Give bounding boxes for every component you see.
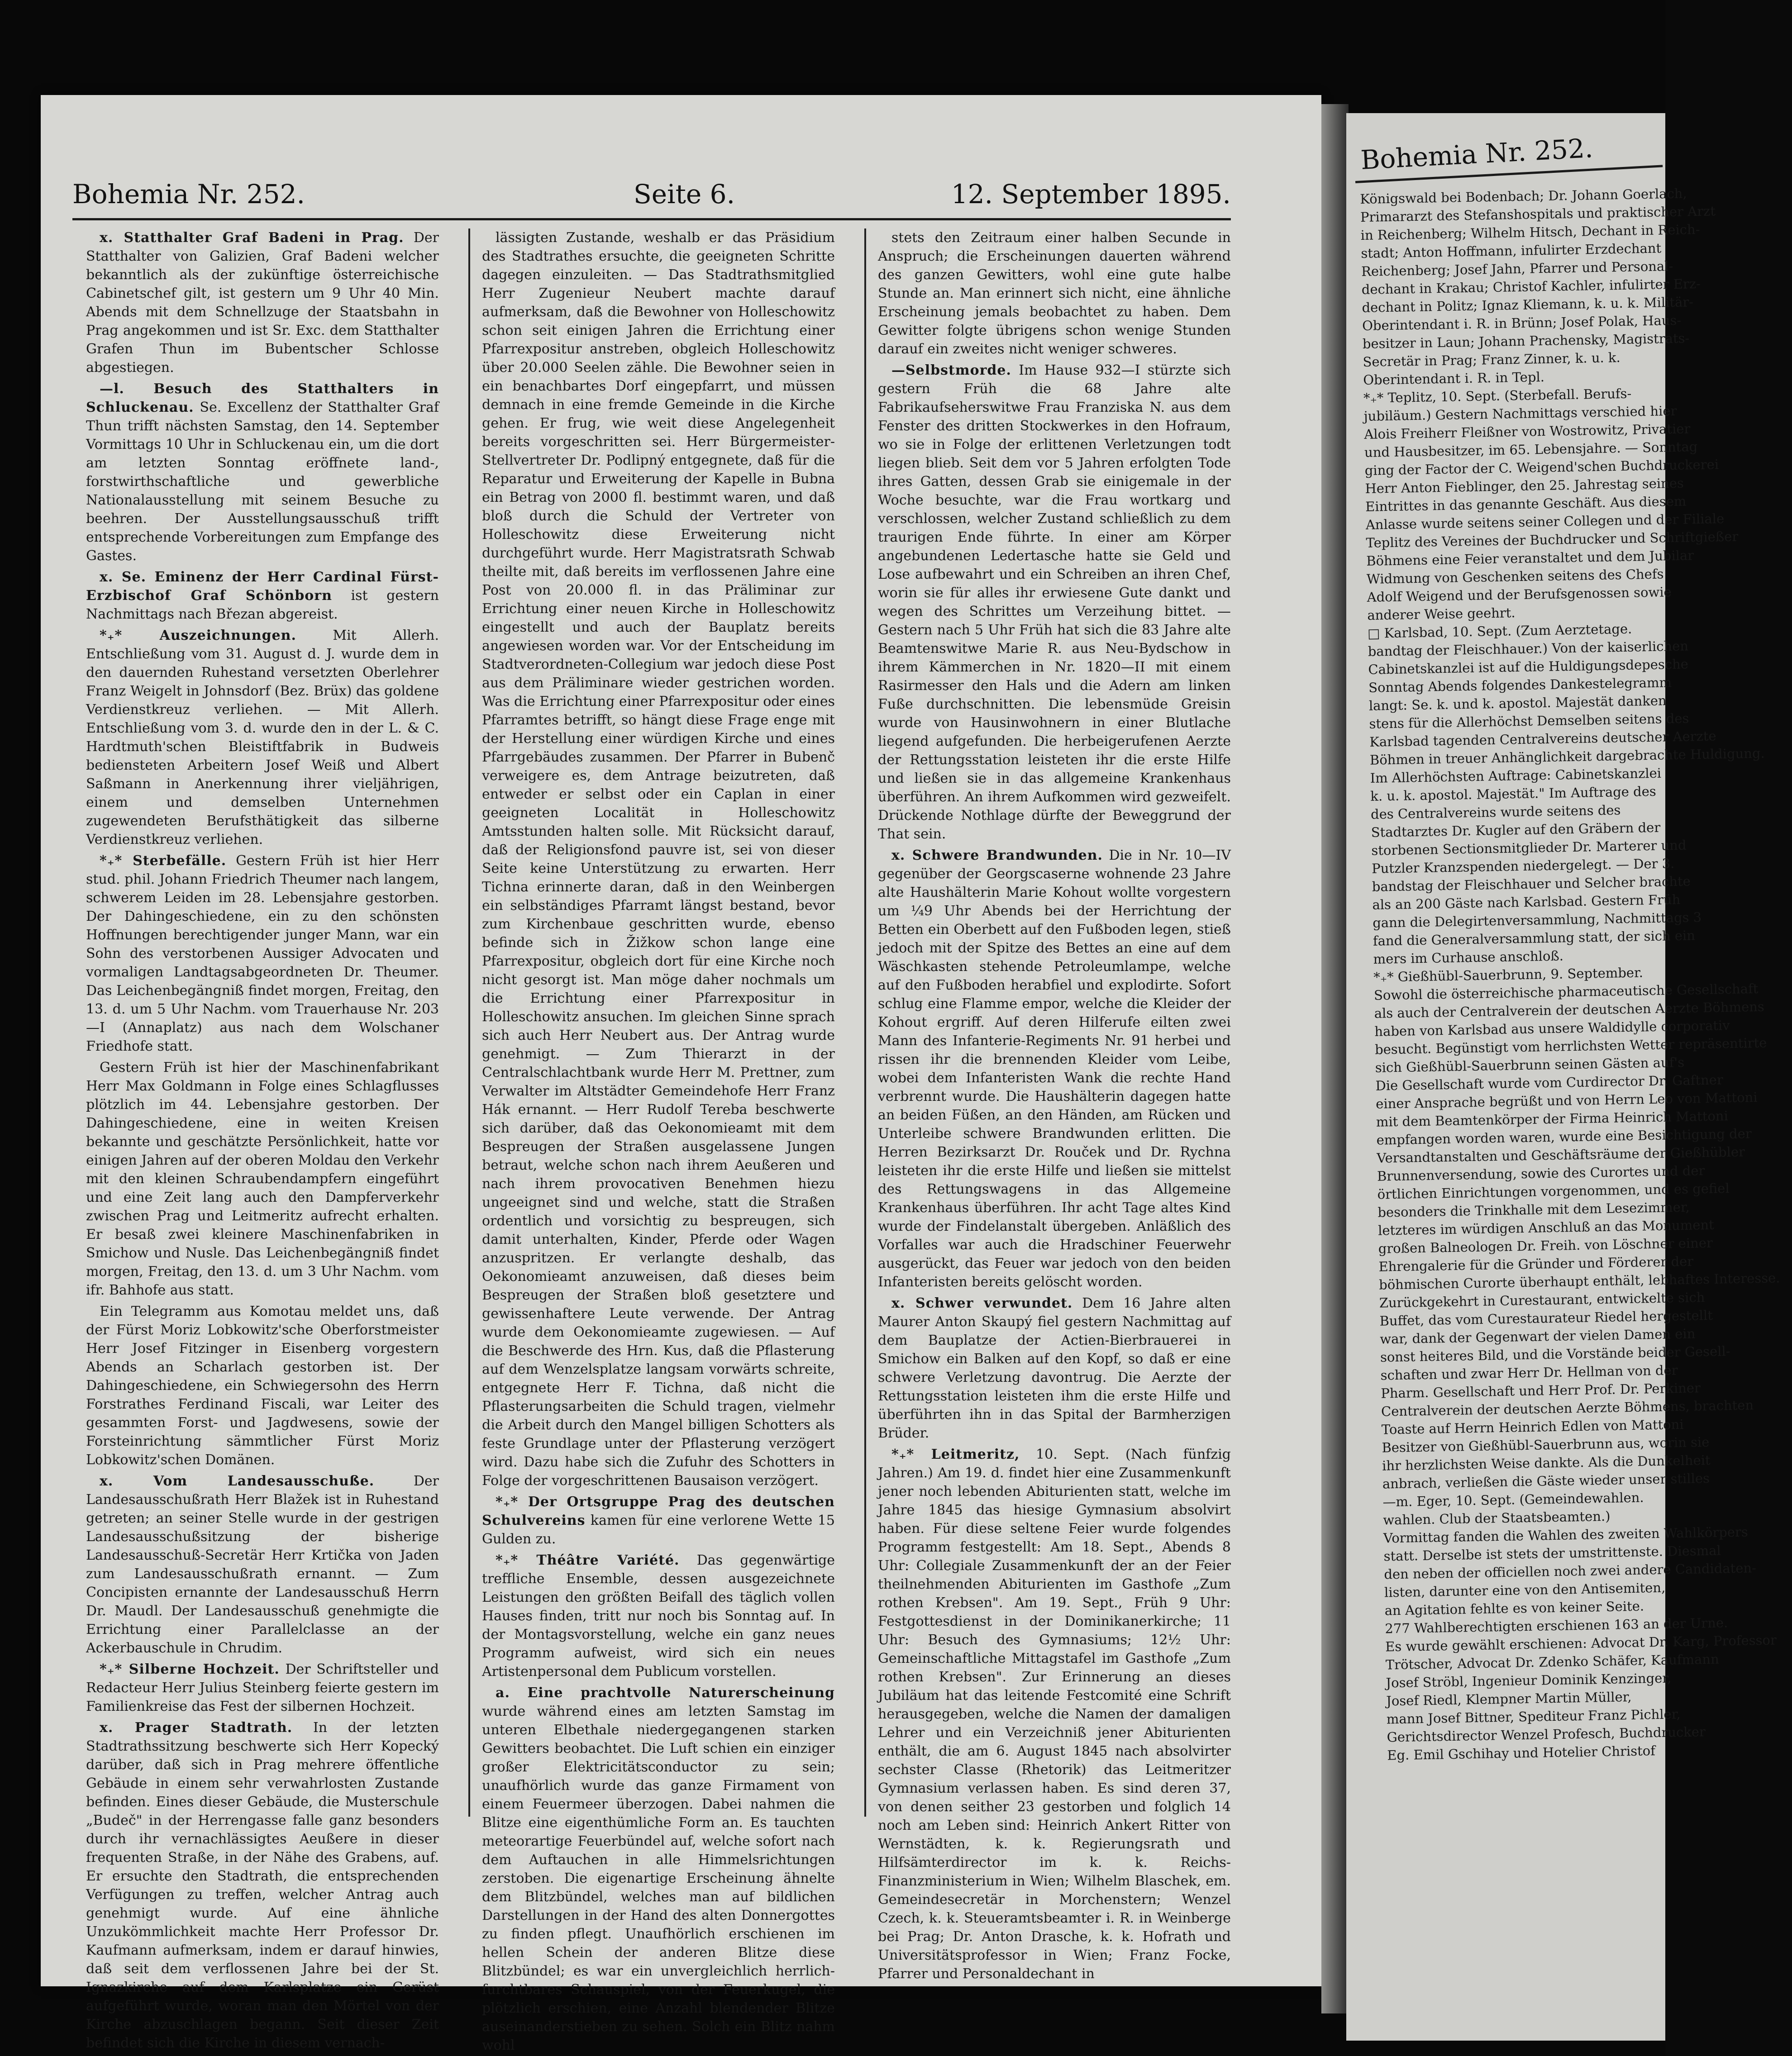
right-page-line: Karlsbad tagenden Centralvereins deutscher Aerzte <box>1369 728 1716 750</box>
article-headline: *₊* Sterbefälle. <box>100 853 227 869</box>
right-page-line: ihr herzlichsten Weise dankte. Als die Dunkelheit <box>1382 1452 1711 1474</box>
right-page-line: fand die Generalversammlung statt, der sich ein <box>1373 928 1696 949</box>
right-page-line: Putzler Kranzspenden niedergelegt. — Der 3. <box>1371 856 1675 876</box>
article-headline: *₊* Silberne Hochzeit. <box>100 1661 280 1677</box>
right-page-line: Versandtanstalten und Geschäftsräume der Gießhübler <box>1377 1144 1745 1166</box>
article-text: kamen für eine verlorene Wette 15 Gulden zu. <box>482 1513 835 1547</box>
right-page-line: letzteres im würdigen Anschluß an das Monument <box>1377 1217 1715 1238</box>
right-page-line: Sonntag Abends folgendes Dankestelegramm <box>1368 675 1672 695</box>
article-paragraph <box>482 228 835 1490</box>
article-text: Der Landesausschußrath Herr Blažek ist in Ruhestand getreten; an seiner Stelle wurde in der gestrigen Landesausschußsitzung der bisherige Landesausschuß-Secretär Herr Krtička von Jaden zum Landesausschußrath ernannt. — Zum Concipisten ernannte der Landesausschuß Herrn Dr. Maudl. Der Landesausschuß genehmigte die Errichtung einer Parallelclasse an der Ackerbauschule in Chrudim. <box>86 1473 439 1656</box>
right-page-line: langt: Se. k. und k. apostol. Majestät danken <box>1368 693 1667 714</box>
article-paragraph <box>878 846 1231 1291</box>
article-headline: x. Se. Eminenz der Herr Cardinal Fürst-Erzbischof Graf Schönborn <box>86 569 439 604</box>
right-page-line: statt. Derselbe ist stets der umstrittenste. Diesmal <box>1383 1542 1721 1564</box>
column-divider <box>864 228 866 1817</box>
right-page-line: Reichenberg; Josef Jahn, Pfarrer und Personal- <box>1361 258 1673 279</box>
article-paragraph <box>482 1493 835 1548</box>
right-page-line: einer Ansprache begrüßt und von Herrn Leo von Mattoni <box>1375 1089 1758 1112</box>
right-page-line: bandstag der Fleischhauer und Selcher brachte <box>1372 873 1691 895</box>
right-page-line: Centralverein der deutschen Aerzte Böhmens, brachten <box>1381 1397 1754 1419</box>
right-page-line: Josef Ströbl, Ingenieur Dominik Kenzinger, <box>1386 1670 1672 1691</box>
right-page-line: Gerichtsdirector Wenzel Profesch, Buchdrucker <box>1387 1724 1706 1745</box>
article-headline: —Selbstmorde. <box>891 362 1011 378</box>
issue-date: 12. September 1895. <box>951 179 1231 209</box>
right-page-line: haben von Karlsbad aus unsere Waldidylle corporativ <box>1374 1018 1730 1039</box>
article-paragraph <box>86 380 439 565</box>
right-page-line: Stadtarztes Dr. Kugler auf den Gräbern der <box>1371 819 1661 840</box>
right-page-line: besucht. Begünstigt vom herrlichsten Wetter repräsentirte <box>1374 1035 1767 1057</box>
article-headline: *₊* Auszeichnungen. <box>100 628 296 643</box>
right-page-line: Oberintendant i. R. in Brünn; Josef Polak, Haus- <box>1362 312 1682 333</box>
article-text: 10. Sept. (Nach fünfzig Jahren.) Am 19. d. findet hier eine Zusammenkunft jener noch lebenden Abiturienten statt, welche im Jahre 1845 das hiesige Gymnasium absolvirt haben. Für diese seltene Feier wurde folgendes Programm festgestellt: Am 18. Sept., Abends 8 Uhr: Collegiale Zusammenkunft der an der Feier theilnehmenden Abiturienten im Gasthofe „Zum rothen Krebsen". Am 19. Sept., Früh 9 Uhr: Festgottesdienst in der Dominikanerkirche; 11 Uhr: Besuch des Gymnasiums; 12½ Uhr: Gemeinschaftliche Mittagstafel im Gasthofe „Zum rothen Krebsen". Zur Erinnerung an dieses Jubiläum hat das leitende Festcomité eine Schrift herausgegeben, welche die Namen der damaligen Lehrer und ein Verzeichniß jener Abiturienten enthält, die am 6. August 1845 nach absolvirter sechster Classe (Rhetorik) das Leitmeritzer Gymnasium verlassen haben. Es sind deren 37, von denen seither 23 gestorben und folglich 14 noch am Leben sind: Heinrich Ankert Ritter von Wernstädten, k. k. Regierungsrath und Hilfsämterdirector im k. k. Reichs-Finanzministerium in Wien; Wilhelm Blaschek, em. Gemeindesecretär in Morchenstern; Wenzel Czech, k. k. Steueramtsbeamter i. R. in Weinberge bei Prag; Dr. Anton Drasche, k. k. Hofrath und Universitätsprofessor in Wien; Franz Focke, Pfarrer und Personaldechant in <box>878 1447 1231 1982</box>
right-page-line: —m. Eger, 10. Sept. (Gemeindewahlen. <box>1382 1490 1644 1510</box>
article-paragraph <box>878 228 1231 358</box>
right-page-line: stadt; Anton Hoffmann, infulirter Erzdechant <box>1361 240 1662 261</box>
right-page-line: Die Gesellschaft wurde vom Curdirector Dr. Gaftner <box>1375 1072 1724 1094</box>
right-page-line: empfangen worden waren, wurde eine Besichtigung der <box>1376 1126 1752 1148</box>
right-page-line: war, dank der Gegenwart der vielen Damen ein <box>1380 1326 1696 1347</box>
article-headline: x. Schwere Brandwunden. <box>891 847 1103 863</box>
page-gutter <box>1321 104 1349 2013</box>
right-page-line: Herr Anton Fieblinger, den 25. Jahrestag seines <box>1365 475 1684 496</box>
right-page-line: und Hausbesitzer, im 65. Lebensjahre. — Sonntag <box>1364 439 1698 460</box>
right-page-line: 277 Wahlberechtigten erschienen 163 an der Urne. <box>1385 1615 1728 1637</box>
right-page-line: örtlichen Einrichtungen vorgenommen, und es gefiel <box>1377 1180 1730 1202</box>
article-text: Mit Allerh. Entschließung vom 31. August d. J. wurde dem in den dauernden Ruhestand versetzten Oberlehrer Franz Weigelt in Johnsdorf (Bez. Brüx) das goldene Verdienstkreuz verliehen. — Mit Allerh. Entschließung vom 3. d. wurde den in der L. & C. Hardtmuth'schen Bleistiftfabrik in Budweis bediensteten Arbeitern Josef Weiß und Albert Saßmann in Anerkennung ihrer vieljährigen, einem und demselben Unternehmen zugewendeten Berufsthätigkeit das silberne Verdienstkreuz verliehen. <box>86 628 439 847</box>
article-text: Im Hause 932—I stürzte sich gestern Früh die 68 Jahre alte Fabrikaufseherswitwe Frau Franziska N. aus dem Fenster des dritten Stockwerkes in den Hofraum, wo sie in Folge der erlittenen Verletzungen todt liegen blieb. Seit dem vor 5 Jahren erfolgten Tode ihres Gatten, dessen Grab sie einigemale in der Woche besuchte, war die Frau wortkarg und verschlossen, welcher Zustand schließlich zu dem traurigen Ende führte. In einer am Körper angebundenen Ledertasche hatte sie Geld und Lose aufbewahrt und ein Schreiben an ihren Chef, worin sie für alles ihr erwiesene Gute dankt und wegen des Schrittes um Verzeihung bittet. — Gestern nach 5 Uhr Früh hat sich die 83 Jahre alte Beamtenswitwe Marie R. aus Neu-Bydschow in ihrem Kämmerchen in Nr. 1820—II mit einem Rasirmesser den Hals und die Adern am linken Fuße durchschnitten. Die lebensmüde Greisin wurde von Hausinwohnern in einer Blutlache liegend aufgefunden. Die herbeigerufenen Aerzte der Rettungsstation leisteten ihr die erste Hilfe und ließen sie in das allgemeine Krankenhaus überführen. An ihrem Aufkommen wird gezweifelt. Drückende Nothlage dürfte der Beweggrund der That sein. <box>878 362 1231 842</box>
column-1 <box>86 228 439 2051</box>
right-page-line: Oberintendant i. R. in Tepl. <box>1363 369 1545 388</box>
right-page-line: mann Josef Bittner, Spediteur Franz Pichler, <box>1386 1706 1681 1727</box>
article-text: Ein Telegramm aus Komotau meldet uns, daß der Fürst Moriz Lobkowitz'sche Oberforstmeister Herr Josef Fitzinger in Eisenberg vorgestern Abends an Scharlach gestorben ist. Der Dahingeschiedene, ein Schwiegersohn des Herrn Forstrathes Ferdinand Fiscali, war Leiter des gesammten Forst- und Jagdwesens, sowie der Forsteinrichtung sämmtlicher Fürst Moriz Lobkowitz'schen Domänen. <box>86 1304 439 1468</box>
right-page-line: sich Gießhübl-Sauerbrunn seinen Gästen auf's <box>1375 1054 1685 1076</box>
article-paragraph <box>86 1302 439 1469</box>
right-page-line: Josef Riedl, Klempner Martin Müller, <box>1386 1689 1632 1709</box>
right-masthead: Bohemia Nr. 252. <box>1360 133 1594 176</box>
article-headline: *₊* Théâtre Variété. <box>496 1552 680 1568</box>
right-page-line: Zurückgekehrt in Curestaurant, entwickelte sich <box>1379 1290 1705 1311</box>
right-page-line: mit dem Beamtenkörper der Firma Heinrich Mattoni <box>1376 1108 1729 1130</box>
article-text: lässigten Zustande, weshalb er das Präsidium des Stadtrathes ersuchte, die geeigneten Schritte dagegen einzuleiten. — Das Stadtrathsmitglied Herr Zugenieur Neubert machte darauf aufmerksam, daß die Bewohner von Holleschowitz schon seit einigen Jahren die Errichtung einer Pfarrexpositur anstreben, obgleich Holleschowitz über 20.000 Seelen zähle. Die Bewohner seien in ein benachbartes Dorf eingepfarrt, und müssen demnach in eine fremde Gemeinde in die Kirche gehen. Er frug, wie weit diese Angelegenheit bereits vorgeschritten sei. Herr Bürgermeister-Stellvertreter Dr. Podlipný entgegnete, daß für die Reparatur und Erweiterung der Kapelle in Bubna ein Betrag von 2000 fl. bestimmt waren, und daß bloß durch die Schuld der Vertreter von Holleschowitz diese Erweiterung nicht durchgeführt wurde. Herr Magistratsrath Schwab theilte mit, daß bereits im verflossenen Jahre eine Post von 20.000 fl. in das Präliminar zur Errichtung einer neuen Kirche in Holleschowitz eingestellt und auch der Bauplatz bereits angewiesen worden war. Vor der Entscheidung im Stadtverordneten-Collegium war jedoch diese Post aus dem Präliminare wieder gestrichen worden. Was die Errichtung einer Pfarrexpositur oder eines Pfarramtes betrifft, so hängt diese Frage enge mit der Herstellung einer würdigen Kirche und eines Pfarrgebäudes zusammen. Der Pfarrer in Bubenč verweigere es, dem Antrage beizutreten, daß entweder er selbst oder ein Caplan in einer geeigneten Localität in Holleschowitz Amtsstunden halten solle. Mit Rücksicht darauf, daß der Religionsfond pauvre ist, sei von dieser Seite keine Unterstützung zu erwarten. Herr Tichna erinnerte daran, daß in den Weinbergen ein selbständiges Pfarramt längst bestand, bevor zum Kirchenbaue geschritten wurde, ebenso befinde sich in Žižkow schon lange eine Pfarrexpositur, obgleich dort für eine Kirche noch nicht gesorgt ist. Man möge daher nochmals um die Errichtung einer Pfarrexpositur in Holleschowitz ansuchen. Im gleichen Sinne sprach sich auch Herr Neubert aus. Der Antrag wurde genehmigt. — Zum Thierarzt in der Centralschlachtbank wurde Herr M. Prettner, zum Verwalter im Altstädter Gemeindehofe Herr Franz Hák ernannt. — Herr Rudolf Tereba beschwerte sich darüber, daß das Oekonomieamt mit dem Bespreugen der Straßen ausgelassene Jungen betraut, welche schon nach ihrem Aeußeren und nach ihrem provocativen Benehmen hiezu ungeeignet sind und welche, statt die Straßen ordentlich und vorsichtig zu bespreugen, sich damit unterhalten, Kinder, Pferde oder Wagen anzuspritzen. Er verlangte deshalb, das Oekonomieamt anzuweisen, daß dieses beim Bespreugen der Straßen bloß gesetztere und gewissenhaftere Leute verwende. Der Antrag wurde dem Oekonomieamte zugewiesen. — Auf die Beschwerde des Hrn. Kus, daß die Pflasterung auf dem Wenzelsplatze langsam vorwärts schreite, entgegnete Herr F. Tichna, daß nicht die Pflasterungsarbeiten die Schuld tragen, vielmehr die Arbeit durch den Mangel billigen Schotters als feste Grundlage unter der Pflasterung verzögert wird. Dazu habe sich die Zufuhr des Schotters in Folge der vorgeschrittenen Bausaison verzögert. <box>482 230 835 1489</box>
right-page-line: als auch der Centralverein der deutschen Aerzte Böhmens <box>1374 999 1765 1021</box>
right-page-line: anbrach, verließen die Gäste wieder unser stilles <box>1382 1470 1710 1492</box>
article-text: In der letzten Stadtrathssitzung beschwerte sich Herr Kopecký darüber, daß sich in Prag mehrere öffentliche Gebäude in einem sehr verwahrlosten Zustande befinden. Eines dieser Gebäude, die Musterschule „Budeč" in der Herrengasse falle ganz besonders durch ihr vernachlässigtes Aeußere in dieser frequenten Straße, in der Nähe des Grabens, auf. Er ersuchte den Stadtrath, die entsprechenden Verfügungen zu treffen, welcher Antrag auch genehmigt wurde. Auf eine ähnliche Unzukömmlichkeit machte Herr Professor Dr. Kaufmann aufmerksam, indem er darauf hinwies, daß seit dem verflossenen Jahre bei der St. Ignazkirche auf dem Karlsplatze ein Gerüst aufgeführt wurde, woran man den Mörtel von der Kirche abzuschlagen begann. Seit dieser Zeit befindet sich die Kirche in diesem vernach- <box>86 1720 439 2051</box>
right-page-line: Widmung von Geschenken seitens des Chefs <box>1366 566 1664 587</box>
right-page-line: Trötscher, Advocat Dr. Zdenko Schäfer, Kaufmann <box>1385 1651 1720 1673</box>
right-page-line: besonders die Trinkhalle mit dem Lesezimmer, <box>1377 1199 1690 1220</box>
article-text: stets den Zeitraum einer halben Secunde in Anspruch; die Erscheinungen dauerten während des ganzen Gewitters, wohl eine gute halbe Stunde an. Man erinnert sich nicht, eine ähnliche Erscheinung jemals beobachtet zu haben. Dem Gewitter folgte übrigens schon wenige Stunden darauf ein zweites nicht weniger schweres. <box>878 230 1231 357</box>
right-page-line: Brunnenversendung, sowie des Curortes und der <box>1377 1163 1705 1184</box>
page-number: Seite 6. <box>634 179 735 209</box>
right-page-line: Adolf Weigend und der Berufsgenossen sowie <box>1367 584 1672 605</box>
right-page-line: Vormittag fanden die Wahlen des zweiten Wahlkörpers <box>1383 1524 1749 1546</box>
right-page-line: an Agitation fehlte es von keiner Seite. <box>1384 1598 1644 1618</box>
right-page-line: den neben der officiellen noch zwei andere Candidaten- <box>1384 1560 1757 1582</box>
right-page-line: Primararzt des Stefanshospitals und praktischer Arzt <box>1360 203 1716 225</box>
right-page-line: anderer Weise geehrt. <box>1367 605 1516 623</box>
article-headline: x. Prager Stadtrath. <box>100 1720 293 1736</box>
right-page-line: *₊* Gießhübl-Sauerbrunn, 9. September. <box>1373 965 1644 985</box>
article-text: Dem 16 Jahre alten Maurer Anton Skaupý fiel gestern Nachmittag auf dem Bauplatze der Actien-Bierbrauerei in Smichow ein Balken auf den Kopf, so daß er eine schwere Verletzung davontrug. Die Aerzte der Rettungsstation leisteten ihm die erste Hilfe und überführten ihn in das Spital der Barmherzigen Brüder. <box>878 1295 1231 1441</box>
column-3 <box>878 228 1231 1982</box>
article-paragraph <box>878 1445 1231 1983</box>
right-page-line: Ehrengalerie für die Gründer und Förderer der <box>1378 1253 1694 1275</box>
right-page-line: bandtag der Fleischhauer.) Von der kaiserlichen <box>1368 638 1689 659</box>
right-page-line: Königswald bei Bodenbach; Dr. Johann Goerlach, <box>1360 186 1687 207</box>
article-paragraph <box>86 1472 439 1657</box>
right-page-line: Eg. Emil Gschihay und Hotelier Christof <box>1387 1743 1656 1763</box>
right-page-line: Alois Freiherr Fleißner von Wostrowitz, Privatier <box>1364 421 1691 442</box>
article-headline: x. Vom Landesausschuße. <box>100 1473 375 1489</box>
article-paragraph <box>878 1294 1231 1442</box>
article-text: Der Schriftsteller und Redacteur Herr Julius Steinberg feierte gestern im Familienkreise das Fest der silbernen Hochzeit. <box>86 1661 439 1714</box>
right-page-line: Es wurde gewählt erschienen: Advocat Dr. Karg, Professor <box>1385 1632 1777 1655</box>
right-page-line: Anlasse wurde seitens seiner Collegen und der Filiale <box>1365 511 1725 533</box>
article-text: wurde während eines am letzten Samstag im unteren Elbethale niedergegangenen starken Gewitters beobachtet. Die Luft schien ein einziger großer Elektricitätsconductor zu sein; unaufhörlich wurde das ganze Firmament von einem Feuermeer überzogen. Dabei nahmen die Blitze eine eigenthümliche Form an. Es tauchten meteorartige Feuerbündel auf, welche sofort nach dem Auftauchen in alle Himmelsrichtungen zerstoben. Die eigenartige Erscheinung ähnelte dem Blitzbündel, welches man auf bildlichen Darstellungen in der Hand des alten Donnergottes zu finden pflegt. Unaufhörlich erschienen im hellen Schein der anderen Blitze diese Blitzbündel; es war ein unvergleichlich herrlich-furchtbares Schauspiel, von der Feuerkugel, die plötzlich erschien, eine Anzahl blendender Blitze auseinanderstieben zu sehen. Solch ein Blitz nahm wohl <box>482 1704 835 2053</box>
column-divider <box>468 228 470 1817</box>
right-page-line: mers im Curhause anschloß. <box>1373 948 1564 967</box>
article-paragraph <box>482 1551 835 1681</box>
right-page-line: Buffet, das vom Curestaurateur Riedel hergestellt <box>1379 1307 1713 1329</box>
right-page-line: Eintrittes in das genannte Geschäft. Aus diesem <box>1365 493 1687 514</box>
column-2 <box>482 228 835 2053</box>
right-page-line: Cabinetskanzlei ist auf die Huldigungsdepesche <box>1368 656 1689 677</box>
right-page-line: □ Karlsbad, 10. Sept. (Zum Aerztetage. <box>1367 621 1632 641</box>
article-text: Gestern Früh ist hier der Maschinenfabrikant Herr Max Goldmann in Folge eines Schlagflusses plötzlich im 44. Lebensjahre gestorben. Der Dahingeschiedene, eine in weiten Kreisen bekannte und geschätzte Persönlichkeit, hatte vor einigen Jahren auf der oberen Moldau den Verkehr mit den kleinen Schraubendampfern eingeführt und eine Zeit lang auch den Dampferverkehr zwischen Prag und Leitmeritz aufrecht erhalten. Er besaß zwei kleinere Maschinenfabriken in Smichow und Nusle. Das Leichenbegängniß findet morgen, Freitag, den 13. d. um 3 Uhr Nachm. vom ifr. Bahhofe aus statt. <box>86 1060 439 1298</box>
right-page-line: listen, darunter eine von den Antisemiten, <box>1384 1580 1666 1600</box>
right-page-line: jubiläum.) Gestern Nachmittags verschied hier <box>1363 403 1677 424</box>
article-paragraph <box>482 1684 835 2055</box>
right-page-line: in Reichenberg; Wilhelm Hitsch, Dechant in Reich- <box>1360 221 1700 243</box>
right-page-line: Im Allerhöchsten Auftrage: Cabinetskanzlei <box>1370 765 1662 786</box>
article-paragraph <box>878 361 1231 843</box>
right-page-line: dechant in Politz; Ignaz Kliemann, k. u. k. Militär- <box>1362 294 1694 315</box>
right-page-line: schaften und zwar Herr Dr. Hellman von der <box>1380 1362 1678 1383</box>
right-page-line: ging der Factor der C. Weigend'schen Buchdruckerei <box>1364 457 1719 478</box>
right-page-line: Teplitz des Vereines der Buchdrucker und Schriftgießer <box>1366 528 1739 551</box>
right-page-line: Böhmens eine Feier veranstaltet und dem Jubilar <box>1366 547 1694 569</box>
article-text: Die in Nr. 10—IV gegenüber der Georgscaserne wohnende 23 Jahre alte Haushälterin Marie Kohout wollte vorgestern um ¼9 Uhr Abends bei der Herrichtung der Betten ein Oberbett auf den Fußboden legen, stieß jedoch mit der Spitze des Bettes an eine auf dem Wäschkasten stehende Petroleumlampe, welche auf den Fußboden herabfiel und explodirte. Sofort schlug eine Flamme empor, welche die Kleider der Kohout ergriff. Auf deren Hilferufe eilten zwei Mann des Infanterie-Regiments Nr. 91 herbei und rissen ihr die brennenden Kleider vom Leibe, wobei dem Infanteristen Wank die rechte Hand verbrennt wurde. Die Haushälterin dagegen hatte an beiden Füßen, an den Händen, am Rücken und Unterleibe schwere Brandwunden erlitten. Die Herren Bezirksarzt Dr. Rouček und Dr. Rychna leisteten ihr die erste Hilfe und ließen sie mittelst des Rettungswagens in das Allgemeine Krankenhaus überführen. Ihr acht Tage altes Kind wurde der Findelanstalt übergeben. Anläßlich des Vorfalles war auch die Hradschiner Feuerwehr ausgerückt, das Feuer war jedoch von den beiden Infanteristen bereits gelöscht worden. <box>878 847 1231 1290</box>
right-page-line: Pharm. Gesellschaft und Herr Prof. Dr. Perkiner <box>1381 1380 1701 1401</box>
masthead: Bohemia Nr. 252. <box>72 179 305 209</box>
header-rule <box>72 218 1231 220</box>
right-page-line: dechant in Krakau; Christof Kachler, infulirter Erz- <box>1361 276 1701 297</box>
article-headline: —l. Besuch des Statthalters in Schluckenau. <box>86 381 439 415</box>
right-page-line: Besitzer von Gießhübl-Sauerbrunn aus, worin sie <box>1382 1434 1710 1456</box>
right-page-line: großen Balneologen Dr. Freih. von Löschner einer <box>1378 1235 1713 1256</box>
article-text: Se. Excellenz der Statthalter Graf Thun trifft nächsten Samstag, den 14. September Vormittags 10 Uhr in Schluckenau ein, um die dort am letzten Sonntag eröffnete land-, forstwirthschaftliche und gewerbliche Nationalausstellung mit seinem Besuche zu beehren. Der Ausstellungsausschuß trifft entsprechende Vorbereitungen zum Empfange des Gastes. <box>86 400 439 564</box>
article-headline: x. Statthalter Graf Badeni in Prag. <box>100 230 404 246</box>
right-page-line: Secretär in Prag; Franz Zinner, k. u. k. <box>1363 350 1620 370</box>
right-page-line: wahlen. Club der Staatsbeamten.) <box>1383 1508 1611 1528</box>
right-page <box>1346 113 1780 2041</box>
article-paragraph <box>86 228 439 377</box>
right-page-line: böhmischen Curorte überhaupt enthält, lebhaftes Interesse. <box>1378 1270 1780 1293</box>
article-headline: *₊* Der Ortsgruppe Prag des deutschen Schulvereins <box>482 1494 835 1528</box>
article-text: Der Statthalter von Galizien, Graf Badeni welcher bekanntlich als der zukünftige österreichische Cabinetschef gilt, ist gestern um 9 Uhr 40 Min. Abends mit dem Schnellzuge der Staatsbahn in Prag angekommen und ist Sr. Exc. dem Statthalter Grafen Thun im Bubentscher Schlosse abgestiegen. <box>86 230 439 376</box>
article-paragraph <box>86 852 439 1056</box>
article-paragraph <box>86 1058 439 1299</box>
right-page-line: Böhmen in treuer Anhänglichkeit dargebrachte Huldigung. <box>1369 745 1765 768</box>
right-page-line: Toaste auf Herrn Heinrich Edlen von Mattoni <box>1381 1416 1684 1437</box>
running-head <box>72 179 1231 219</box>
article-headline: x. Schwer verwundet. <box>891 1295 1073 1311</box>
right-page-line: *₊* Teplitz, 10. Sept. (Sterbefall. Berufs- <box>1363 386 1632 406</box>
right-page-line: storbenen Sectionsmitglieder Dr. Marterer und <box>1371 837 1687 858</box>
right-page-line: als an 200 Gäste nach Karlsbad. Gestern Früh <box>1372 891 1681 913</box>
article-headline: *₊* Leitmeritz, <box>891 1447 1020 1462</box>
right-page-line: stens für die Allerhöchst Demselben seitens des <box>1369 710 1689 732</box>
article-text: ist gestern Nachmittags nach Březan abgereist. <box>86 588 439 622</box>
right-page-line: besitzer in Laun; Johann Prachensky, Magistrats- <box>1362 330 1690 352</box>
right-page-line: sonst heiteres Bild, und die Vorstände beider Gesell- <box>1380 1343 1730 1365</box>
article-paragraph <box>86 568 439 623</box>
article-headline: a. Eine prachtvolle Naturerscheinung <box>496 1685 835 1701</box>
article-paragraph <box>86 1660 439 1716</box>
article-text: Gestern Früh ist hier Herr stud. phil. Johann Friedrich Theumer nach langem, schwerem Leiden im 28. Lebensjahre gestorben. Der Dahingeschiedene, ein zu den schönsten Hoffnungen berechtigender junger Mann, war ein Sohn des verstorbenen Aussiger Advocaten und vormaligen Landtagsabgeordneten Dr. Theumer. Das Leichenbegängniß findet morgen, Freitag, den 13. d. um 5 Uhr Nachm. vom Trauerhause Nr. 203—I (Annaplatz) aus nach dem Wolschaner Friedhofe statt. <box>86 853 439 1054</box>
article-paragraph <box>86 1718 439 2052</box>
right-page-line: des Centralvereins wurde seitens des <box>1370 802 1621 822</box>
article-text: Das gegenwärtige treffliche Ensemble, dessen ausgezeichnete Leistungen den größten Beifall des täglich vollen Hauses finden, tritt nur noch bis Sonntag auf. In der Montagsvorstellung, welche ein ganz neues Programm aufweist, wird sich ein neues Artistenpersonal dem Publicum vorstellen. <box>482 1552 835 1680</box>
right-page-line: gann die Delegirtenversammlung, Nachmittags 3 <box>1372 909 1702 931</box>
right-column <box>1360 185 1780 1977</box>
right-page-line: Sowohl die österreichische pharmaceutische Gesellschaft <box>1373 980 1759 1003</box>
right-page-line: k. u. k. apostol. Majestät." Im Auftrage des <box>1370 783 1657 804</box>
article-paragraph <box>86 626 439 849</box>
